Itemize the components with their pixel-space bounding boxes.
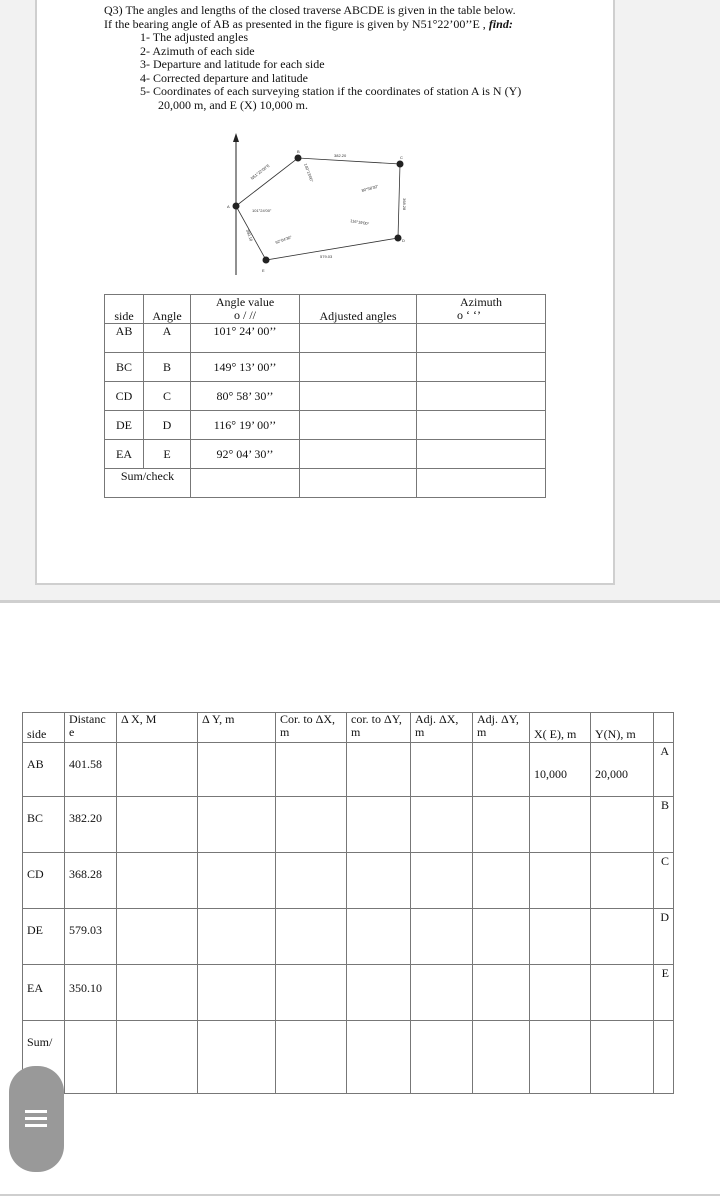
header-adj-dy: Adj. ΔY, m: [473, 713, 530, 743]
angles-row: [105, 353, 546, 382]
row-distance: 401.58: [65, 743, 117, 797]
row-angle-value: 116° 19’ 00’’: [191, 411, 300, 440]
sum-cor-dy[interactable]: [347, 1021, 411, 1094]
angles-row: [105, 440, 546, 469]
row-x[interactable]: [530, 965, 591, 1021]
row-azimuth[interactable]: [417, 324, 546, 353]
sum-check-label: Sum/: [23, 1021, 65, 1094]
row-y[interactable]: [591, 909, 654, 965]
row-dy[interactable]: [198, 909, 276, 965]
row-cor-dy[interactable]: [347, 797, 411, 853]
row-side: CD: [23, 853, 65, 909]
header-y: Y(N), m: [591, 713, 654, 743]
row-cor-dy[interactable]: [347, 965, 411, 1021]
row-cor-dy[interactable]: [347, 743, 411, 797]
row-angle: B: [144, 353, 191, 382]
row-distance: 579.03: [65, 909, 117, 965]
coords-row: [23, 853, 674, 909]
task-item: 2- Azimuth of each side: [140, 43, 255, 58]
row-side: EA: [23, 965, 65, 1021]
scroll-handle[interactable]: [9, 1066, 64, 1172]
dist-bc: 382.20: [334, 153, 347, 158]
row-angle-value: 80° 58’ 30’’: [191, 382, 300, 411]
row-station: A: [654, 743, 674, 797]
question-line-1: Q3) The angles and lengths of the closed traverse ABCDE is given in the table below.: [104, 3, 516, 17]
sum-y[interactable]: [591, 1021, 654, 1094]
row-dx[interactable]: [117, 965, 198, 1021]
header-cor-dy: cor. to ΔY, m: [347, 713, 411, 743]
row-x[interactable]: [530, 853, 591, 909]
row-side: DE: [23, 909, 65, 965]
grip-line-icon: [25, 1117, 47, 1120]
task-list: [104, 31, 574, 112]
row-dx[interactable]: [117, 743, 198, 797]
row-adjusted[interactable]: [300, 353, 417, 382]
coords-row: [23, 909, 674, 965]
row-adj-dy[interactable]: [473, 853, 530, 909]
row-side: AB: [23, 743, 65, 797]
angle-e-label: 92°04'30": [274, 234, 293, 245]
sum-cor-dx[interactable]: [276, 1021, 347, 1094]
find-label: find:: [488, 16, 513, 31]
dist-ab: 401.58: [264, 179, 278, 191]
grip-line-icon: [25, 1124, 47, 1127]
row-dx[interactable]: [117, 853, 198, 909]
row-adjusted[interactable]: [300, 440, 417, 469]
header-azimuth: [417, 295, 546, 324]
row-cor-dx[interactable]: [276, 743, 347, 797]
row-dx[interactable]: [117, 909, 198, 965]
row-side: BC: [23, 797, 65, 853]
sum-azimuth[interactable]: [417, 469, 546, 498]
row-y: 20,000: [591, 743, 654, 797]
label-b: B: [297, 149, 300, 154]
row-azimuth[interactable]: [417, 353, 546, 382]
angles-row: [105, 382, 546, 411]
header-azimuth-title: Azimuth: [460, 295, 502, 309]
task-item: 3- Departure and latitude for each side: [140, 57, 325, 71]
row-cor-dx[interactable]: [276, 965, 347, 1021]
sum-adj-dx[interactable]: [411, 1021, 473, 1094]
row-station: D: [654, 909, 674, 965]
header-dx: Δ X, M: [117, 713, 198, 743]
row-x[interactable]: [530, 909, 591, 965]
row-dy[interactable]: [198, 743, 276, 797]
row-distance: 368.28: [65, 853, 117, 909]
header-angle-value: [191, 295, 300, 324]
sum-adjusted[interactable]: [300, 469, 417, 498]
header-cor-dx: Cor. to ΔX, m: [276, 713, 347, 743]
row-adjusted[interactable]: [300, 411, 417, 440]
row-side: BC: [105, 353, 144, 382]
coords-sum-row: [23, 1021, 674, 1094]
question-line-2: [104, 18, 574, 32]
angle-d-label: 116°19'00": [349, 218, 370, 227]
angles-header-row: [105, 295, 546, 324]
sum-x[interactable]: [530, 1021, 591, 1094]
dist-de: 579.03: [320, 254, 333, 259]
row-adjusted[interactable]: [300, 324, 417, 353]
station-d: [395, 235, 402, 242]
row-adj-dx[interactable]: [411, 853, 473, 909]
row-adj-dx[interactable]: [411, 797, 473, 853]
row-dy[interactable]: [198, 853, 276, 909]
sum-distance[interactable]: [65, 1021, 117, 1094]
row-angle: E: [144, 440, 191, 469]
coords-header-row: [23, 713, 674, 743]
north-arrow-icon: [233, 133, 239, 142]
sum-station: [654, 1021, 674, 1094]
coords-row: [23, 797, 674, 853]
row-station: C: [654, 853, 674, 909]
row-side: DE: [105, 411, 144, 440]
header-side: side: [23, 713, 65, 743]
angles-table: [104, 294, 546, 498]
grip-line-icon: [25, 1110, 47, 1113]
bearing-ab: N51°22’00"E: [249, 162, 271, 181]
row-adj-dx[interactable]: [411, 909, 473, 965]
traverse-figure: [222, 130, 432, 280]
label-e: E: [262, 268, 265, 273]
row-station: B: [654, 797, 674, 853]
row-adj-dy[interactable]: [473, 743, 530, 797]
header-station: [654, 713, 674, 743]
header-azimuth-units: o ‘ ‘’: [457, 308, 481, 322]
angles-sum-row: [105, 469, 546, 498]
coords-row: [23, 965, 674, 1021]
row-cor-dy[interactable]: [347, 909, 411, 965]
row-cor-dx[interactable]: [276, 797, 347, 853]
question-line-2-text: If the bearing angle of AB as presented in the figure is given by N51°22’00’’E ,: [104, 16, 489, 31]
row-x[interactable]: [530, 797, 591, 853]
row-y[interactable]: [591, 965, 654, 1021]
row-angle: D: [144, 411, 191, 440]
row-adj-dx[interactable]: [411, 965, 473, 1021]
coordinates-table: [22, 712, 674, 1094]
header-dy: Δ Y, m: [198, 713, 276, 743]
sum-adj-dy[interactable]: [473, 1021, 530, 1094]
row-azimuth[interactable]: [417, 411, 546, 440]
header-angle: Angle: [144, 295, 191, 324]
label-d: D: [402, 238, 405, 243]
coords-row: [23, 743, 674, 797]
angle-b-label: 149°13'00": [303, 162, 315, 183]
row-adj-dx[interactable]: [411, 743, 473, 797]
row-side: AB: [105, 324, 144, 353]
row-y[interactable]: [591, 797, 654, 853]
task-item-continued: 20,000 m, and E (X) 10,000 m.: [158, 97, 308, 112]
header-x: X( E), m: [530, 713, 591, 743]
angle-c-label: 80°58'30": [360, 183, 379, 193]
row-angle: A: [144, 324, 191, 353]
angles-row: [105, 324, 546, 353]
row-adj-dy[interactable]: [473, 909, 530, 965]
row-adjusted[interactable]: [300, 382, 417, 411]
row-azimuth[interactable]: [417, 440, 546, 469]
row-distance: 350.10: [65, 965, 117, 1021]
header-distance: Distanc e: [65, 713, 117, 743]
row-adj-dy[interactable]: [473, 797, 530, 853]
header-angle-units: o / //: [233, 308, 256, 322]
station-a: [233, 203, 240, 210]
row-cor-dx[interactable]: [276, 853, 347, 909]
row-cor-dx[interactable]: [276, 909, 347, 965]
row-dy[interactable]: [198, 965, 276, 1021]
row-side: EA: [105, 440, 144, 469]
row-cor-dy[interactable]: [347, 853, 411, 909]
row-side: CD: [105, 382, 144, 411]
row-x: 10,000: [530, 743, 591, 797]
sum-check-label: Sum/check: [105, 469, 191, 498]
station-b: [295, 155, 302, 162]
station-c: [397, 161, 404, 168]
row-angle-value: 101° 24’ 00’’: [191, 324, 300, 353]
header-angle-value-title: Angle value: [215, 295, 275, 309]
row-y[interactable]: [591, 853, 654, 909]
row-angle-value: 149° 13’ 00’’: [191, 353, 300, 382]
sum-dy[interactable]: [198, 1021, 276, 1094]
row-station: E: [654, 965, 674, 1021]
task-item: 4- Corrected departure and latitude: [140, 70, 308, 85]
question-text: [104, 4, 574, 112]
task-item: 5- Coordinates of each surveying station if the coordinates of station A is N (Y): [140, 84, 522, 98]
row-distance: 382.20: [65, 797, 117, 853]
angles-row: [105, 411, 546, 440]
station-e: [263, 257, 270, 264]
row-dx[interactable]: [117, 797, 198, 853]
row-angle: C: [144, 382, 191, 411]
header-side: side: [105, 295, 144, 324]
row-adj-dy[interactable]: [473, 965, 530, 1021]
row-azimuth[interactable]: [417, 382, 546, 411]
label-c: C: [400, 155, 403, 160]
task-item: 1- The adjusted angles: [140, 30, 249, 44]
sum-dx[interactable]: [117, 1021, 198, 1094]
header-adj-dx: Adj. ΔX, m: [411, 713, 473, 743]
row-dy[interactable]: [198, 797, 276, 853]
header-adjusted: Adjusted angles: [300, 295, 417, 324]
dist-ea: 350.10: [245, 228, 254, 242]
angle-a-label: 101°24'00": [252, 208, 272, 213]
dist-cd: 368.28: [402, 198, 407, 211]
page-bottom-divider: [0, 1194, 720, 1196]
sum-angle-value[interactable]: [191, 469, 300, 498]
row-angle-value: 92° 04’ 30’’: [191, 440, 300, 469]
label-a: A: [227, 204, 230, 209]
